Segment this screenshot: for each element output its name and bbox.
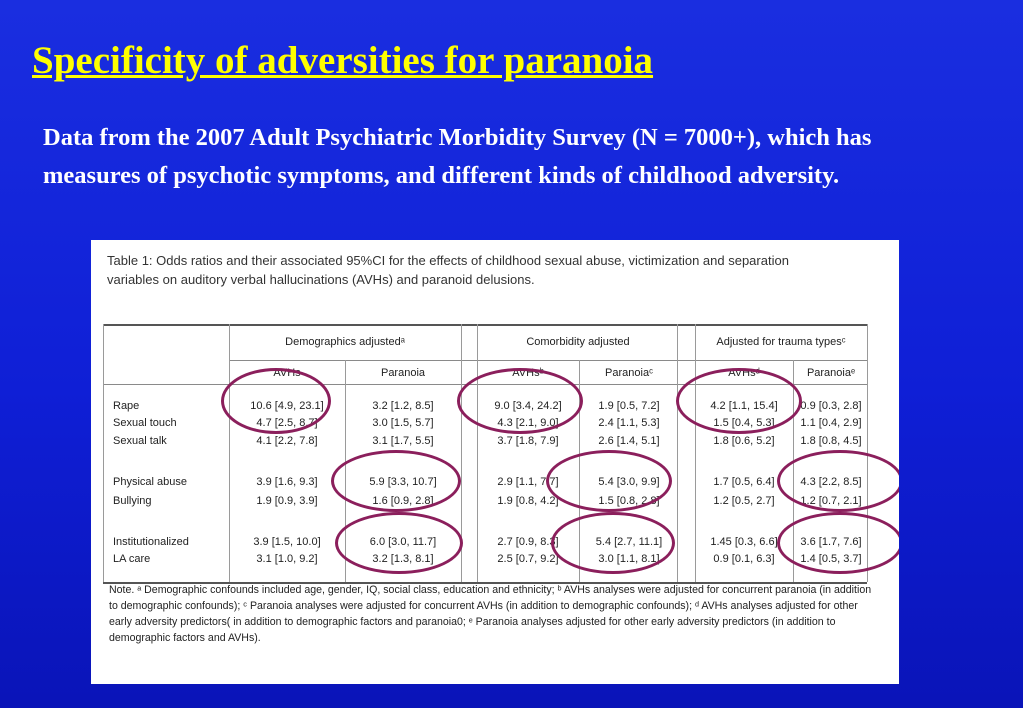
table-cell: 1.9 [0.8, 4.2] xyxy=(497,495,559,507)
group-header: Demographics adjustedᵃ xyxy=(285,336,405,348)
table-cell: 4.3 [2.1, 9.0] xyxy=(497,417,559,429)
highlight-circle xyxy=(546,450,672,512)
table-cell: 2.6 [1.4, 5.1] xyxy=(598,435,660,447)
table-cell: 5.9 [3.3, 10.7] xyxy=(369,476,437,488)
highlight-circle xyxy=(457,368,583,434)
table-cell: 3.6 [1.7, 7.6] xyxy=(800,536,862,548)
table-cell: 2.4 [1.1, 5.3] xyxy=(598,417,660,429)
column-header: Paranoiaᵉ xyxy=(806,367,856,379)
highlight-circle xyxy=(335,512,463,574)
table-cell: 1.8 [0.8, 4.5] xyxy=(800,435,862,447)
group-divider xyxy=(477,324,478,582)
row-label: Rape xyxy=(113,400,140,412)
table-top-rule xyxy=(103,324,867,326)
group-divider xyxy=(695,324,696,582)
column-header: AVHs xyxy=(273,367,301,379)
table-cell: 1.9 [0.5, 7.2] xyxy=(598,400,660,412)
table-cell: 4.2 [1.1, 15.4] xyxy=(710,400,778,412)
highlight-circle xyxy=(676,368,802,434)
table-cell: 3.0 [1.1, 8.1] xyxy=(598,553,660,565)
table-left-border xyxy=(103,324,104,582)
group-header: Adjusted for trauma typesᶜ xyxy=(716,336,846,348)
table-cell: 2.5 [0.7, 9.2] xyxy=(497,553,559,565)
table-cell: 3.1 [1.7, 5.5] xyxy=(372,435,434,447)
highlight-circle xyxy=(331,450,461,512)
table-caption: Table 1: Odds ratios and their associated 95%CI for the effects of childhood sexual abuse, victimization and separation variables on auditory verbal hallucinations (AVHs) and paranoid delusions. xyxy=(107,253,789,287)
table-cell: 1.7 [0.5, 6.4] xyxy=(713,476,775,488)
row-label: Bullying xyxy=(113,495,152,507)
column-header: Paranoiaᶜ xyxy=(605,367,653,379)
column-header: AVHsᵈ xyxy=(728,367,760,379)
table-image-panel xyxy=(91,240,899,684)
table-cell: 1.8 [0.6, 5.2] xyxy=(713,435,775,447)
label-column-border xyxy=(229,324,230,582)
table-cell: 3.0 [1.5, 5.7] xyxy=(372,417,434,429)
table-cell: 1.45 [0.3, 6.6] xyxy=(710,536,778,548)
group-header: Comorbidity adjusted xyxy=(526,336,630,348)
row-label: Institutionalized xyxy=(113,536,189,548)
table-cell: 1.2 [0.5, 2.7] xyxy=(713,495,775,507)
table-cell: 5.4 [3.0, 9.9] xyxy=(598,476,660,488)
table-cell: 4.7 [2.5, 8.7] xyxy=(256,417,318,429)
slide-body-text: Data from the 2007 Adult Psychiatric Morbidity Survey (N = 7000+), which has measures of psychotic symptoms, and different kinds of childhood adversity. xyxy=(43,124,872,189)
group-divider xyxy=(677,324,678,582)
highlight-circle xyxy=(551,512,675,574)
highlight-circle xyxy=(221,368,331,434)
table-cell: 4.1 [2.2, 7.8] xyxy=(256,435,318,447)
table-cell: 9.0 [3.4, 24.2] xyxy=(494,400,562,412)
table-cell: 3.1 [1.0, 9.2] xyxy=(256,553,318,565)
row-label: Physical abuse xyxy=(113,476,187,488)
table-cell: 3.9 [1.6, 9.3] xyxy=(256,476,318,488)
table-cell: 6.0 [3.0, 11.7] xyxy=(369,536,437,548)
table-cell: 4.3 [2.2, 8.5] xyxy=(800,476,862,488)
table-note: Note. ᵃ Demographic confounds included age, gender, IQ, social class, education and ethnicity; ᵇ AVHs analyses were adjusted for concurrent paranoia (in addition to demographic confounds); ᶜ Paranoia analyses were adjusted for concurrent AVHs (in addition to demographic confounds); ᵈ AVHs analyses adjusted for other early adversity predictors( in addition to demographic factors and paranoia0; ᵉ Paranoia analyses adjusted for other early adversity predictors (in addition to demographic factors and AVHs). xyxy=(109,584,872,644)
table-cell: 0.9 [0.1, 6.3] xyxy=(713,553,775,565)
highlight-circle xyxy=(777,512,899,574)
row-label: LA care xyxy=(113,553,151,565)
table-cell: 1.4 [0.5, 3.7] xyxy=(800,553,862,565)
table-cell: 1.1 [0.4, 2.9] xyxy=(800,417,862,429)
table-cell: 5.4 [2.7, 11.1] xyxy=(595,536,663,548)
table-cell: 3.2 [1.3, 8.1] xyxy=(372,553,434,565)
table-cell: 1.5 [0.8, 2.8] xyxy=(598,495,660,507)
table-cell: 2.7 [0.9, 8.3] xyxy=(497,536,559,548)
table-cell: 3.2 [1.2, 8.5] xyxy=(372,400,434,412)
table-cell: 0.9 [0.3, 2.8] xyxy=(800,400,862,412)
table-cell: 1.5 [0.4, 5.3] xyxy=(713,417,775,429)
table-cell: 2.9 [1.1, 7.7] xyxy=(497,476,559,488)
table-cell: 1.6 [0.9, 2.8] xyxy=(372,495,434,507)
column-header: Paranoia xyxy=(380,367,426,379)
highlight-circle xyxy=(777,450,899,512)
row-label: Sexual talk xyxy=(113,435,167,447)
table-cell: 10.6 [4.9, 23.1] xyxy=(250,400,324,412)
slide-title: Specificity of adversities for paranoia xyxy=(32,39,654,82)
table-cell: 1.9 [0.9, 3.9] xyxy=(256,495,318,507)
table-cell: 3.9 [1.5, 10.0] xyxy=(253,536,321,548)
table-cell: 3.7 [1.8, 7.9] xyxy=(497,435,559,447)
table-cell: 1.2 [0.7, 2.1] xyxy=(800,495,862,507)
row-label: Sexual touch xyxy=(113,417,177,429)
column-header: AVHsᵇ xyxy=(512,367,544,379)
group-header-rule xyxy=(229,360,867,361)
